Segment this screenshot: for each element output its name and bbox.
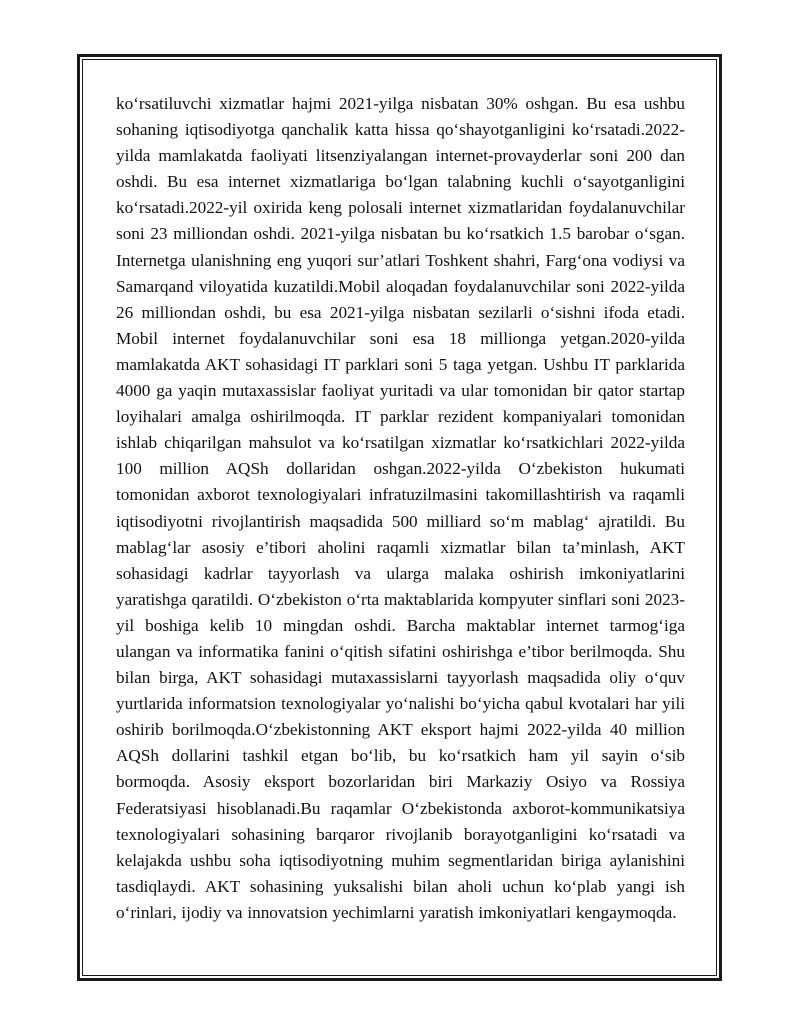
- body-paragraph: ko‘rsatiluvchi xizmatlar hajmi 2021-yilga nisbatan 30% oshgan. Bu esa ushbu sohaning iqtisodiyotga qanchalik katta hissa qo‘shayotganligini ko‘rsatadi.2022-yilda mamlakatda faoliyati litsenziyalangan internet-provayderlar soni 200 dan oshdi. Bu esa internet xizmatlariga bo‘lgan talabning kuchli o‘sayotganligini ko‘rsatadi.2022-yil oxirida keng polosali internet xizmatlaridan foydalanuvchilar soni 23 milliondan oshdi. 2021-yilga nisbatan bu ko‘rsatkich 1.5 barobar o‘sgan. Internetga ulanishning eng yuqori sur’atlari Toshkent shahri, Farg‘ona vodiysi va Samarqand viloyatida kuzatildi.Mobil aloqadan foydalanuvchilar soni 2022-yilda 26 milliondan oshdi, bu esa 2021-yilga nisbatan sezilarli o‘sishni ifoda etadi. Mobil internet foydalanuvchilar soni esa 18 millionga yetgan.2020-yilda mamlakatda AKT sohasidagi IT parklari soni 5 taga yetgan. Ushbu IT parklarida 4000 ga yaqin mutaxassislar faoliyat yuritadi va ular tomonidan bir qator startap loyihalari amalga oshirilmoqda. IT parklar rezident kompaniyalari tomonidan ishlab chiqarilgan mahsulot va ko‘rsatilgan xizmatlar ko‘rsatkichlari 2022-yilda 100 million AQSh dollaridan oshgan.2022-yilda O‘zbekiston hukumati tomonidan axborot texnologiyalari infratuzilmasini takomillashtirish va raqamli iqtisodiyotni rivojlantirish maqsadida 500 milliard so‘m mablag‘ ajratildi. Bu mablag‘lar asosiy e’tibori aholini raqamli xizmatlar bilan ta’minlash, AKT sohasidagi kadrlar tayyorlash va ularga malaka oshirish imkoniyatlarini yaratishga qaratildi. O‘zbekiston o‘rta maktablarida kompyuter sinflari soni 2023-yil boshiga kelib 10 mingdan oshdi. Barcha maktablar internet tarmog‘iga ulangan va informatika fanini o‘qitish sifatini oshirishga e’tibor berilmoqda. Shu bilan birga, AKT sohasidagi mutaxassislarni tayyorlash maqsadida oliy o‘quv yurtlarida informatsion texnologiyalar yo‘nalishi bo‘yicha qabul kvotalari har yili oshirib borilmoqda.O‘zbekistonning AKT eksport hajmi 2022-yilda 40 million AQSh dollarini tashkil etgan bo‘lib, bu ko‘rsatkich ham yil sayin o‘sib bormoqda. Asosiy eksport bozorlaridan biri Markaziy Osiyo va Rossiya Federatsiyasi hisoblanadi.Bu raqamlar O‘zbekistonda axborot-kommunikatsiya texnologiyalari sohasining barqaror rivojlanib borayotganligini ko‘rsatadi va kelajakda ushbu soha iqtisodiyotning muhim segmentlaridan biriga aylanishini tasdiqlaydi. AKT sohasining yuksalishi bilan aholi uchun ko‘plab yangi ish o‘rinlari, ijodiy va innovatsion yechimlarni yaratish imkoniyatlari kengaymoqda.: [116, 94, 685, 922]
